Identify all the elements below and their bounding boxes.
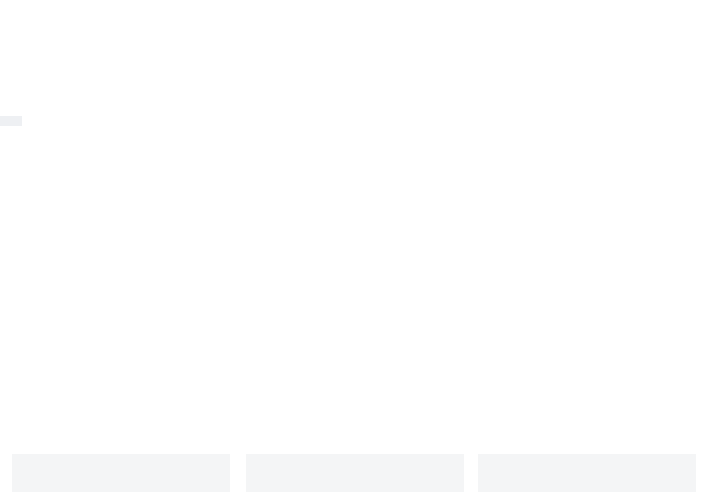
- margin-marker: [0, 116, 22, 126]
- bottom-ant-border: [246, 454, 464, 492]
- bottom-ant-border: [478, 454, 696, 492]
- bottom-ant-border: [12, 454, 230, 492]
